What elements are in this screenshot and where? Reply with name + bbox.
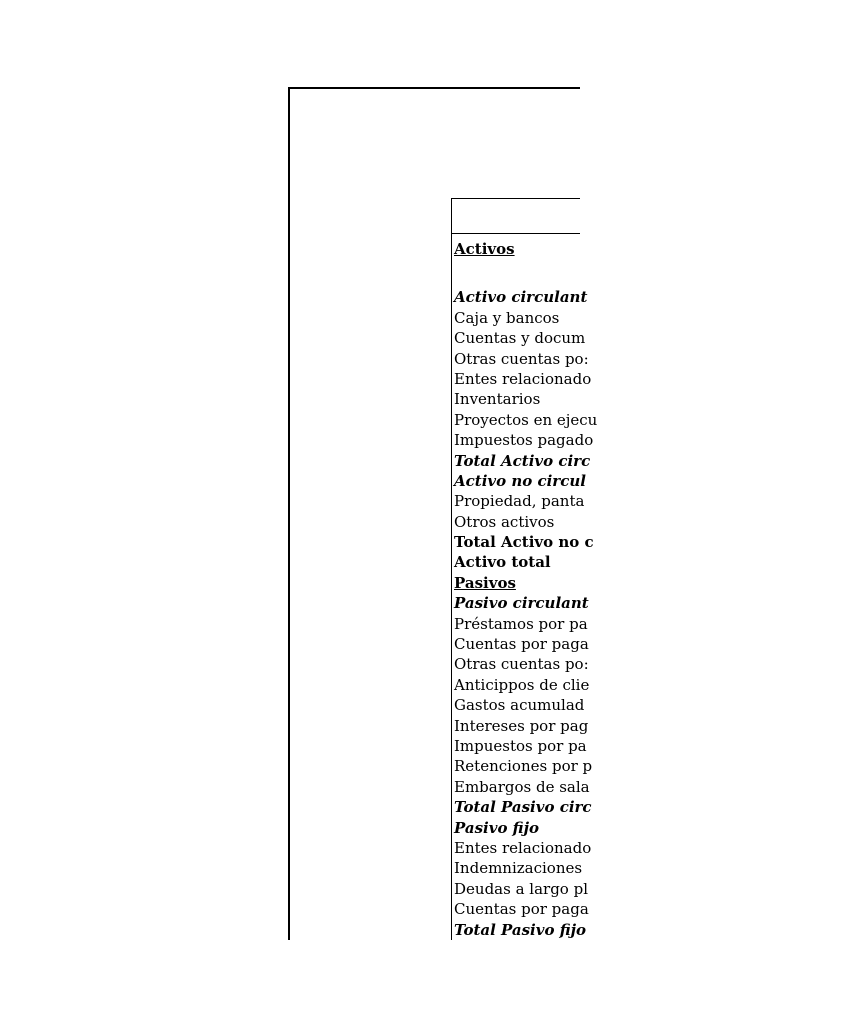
account-row: Activo circulant [454,288,588,307]
account-row: Otras cuentas po: [454,349,589,368]
account-row: Anticippos de clie [454,675,590,694]
account-row: Activo total [454,553,551,572]
account-row: Impuestos pagado [454,431,594,450]
account-row: Pasivos [454,573,516,592]
account-row: Proyectos en ejecu [454,410,598,429]
account-row: Total Activo circ [454,451,591,470]
account-row: Pasivo circulant [454,594,589,613]
account-row: Otros activos [454,512,555,531]
account-row: Caja y bancos [454,308,560,327]
account-row: Cuentas por paga [454,900,589,919]
account-list [454,239,854,940]
account-row: Propiedad, panta [454,492,585,511]
account-row: Intereses por pag [454,716,589,735]
account-row: Inventarios [454,390,541,409]
account-row: Activos [454,240,515,258]
account-row: Préstamos por pa [454,614,588,633]
account-row: Embargos de sala [454,777,590,796]
account-row: Cuentas y docum [454,329,586,348]
account-row: Entes relacionado [454,838,592,857]
account-row: Cuentas por paga [454,635,589,654]
account-row: Otras cuentas po: [454,655,589,674]
account-row: Gastos acumulad [454,696,585,715]
header-divider [452,233,580,234]
account-row: Pasivo fijo [454,818,540,837]
account-row: Indemnizaciones [454,859,583,878]
row-spacer [454,259,854,287]
account-row: Total Pasivo fijo [454,920,587,939]
account-row: Retenciones por p [454,757,593,776]
account-row: Impuestos por pa [454,736,587,755]
account-row: Activo no circul [454,471,586,490]
account-row: Total Activo no c [454,533,594,552]
balance-sheet-table [451,198,598,940]
account-row: Entes relacionado [454,369,592,388]
account-row: Deudas a largo pl [454,879,588,898]
account-row: Total Pasivo circ [454,798,592,817]
